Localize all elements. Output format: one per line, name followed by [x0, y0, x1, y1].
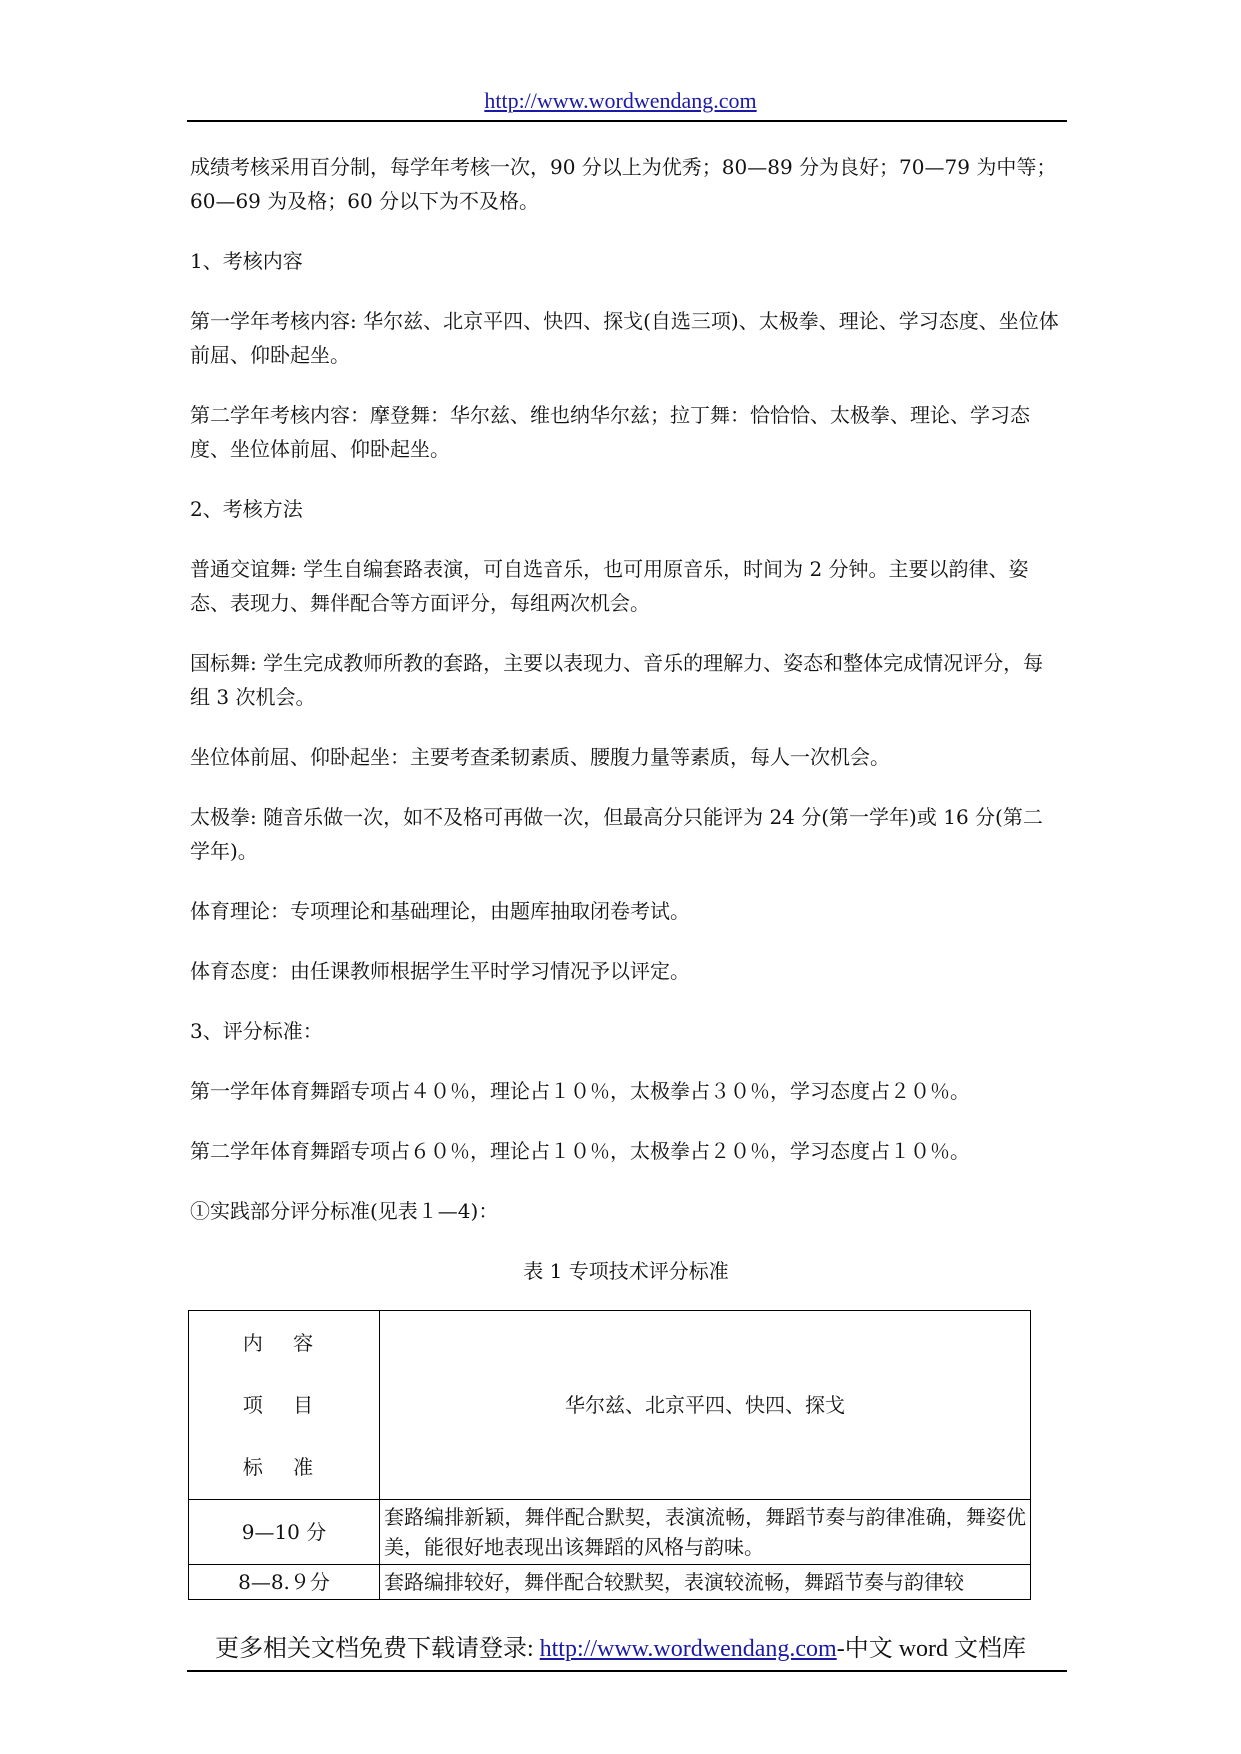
table-row — [189, 1565, 1031, 1600]
paragraph-ballroom-method: 普通交谊舞: 学生自编套路表演，可自选音乐，也可用原音乐，时间为 2 分钟。主要以韵律、姿态、表现力、舞伴配合等方面评分，每组两次机会。 — [190, 557, 1029, 615]
page-footer — [0, 1628, 1241, 1663]
section-heading-method: 2、考核方法 — [190, 497, 303, 521]
section-heading-content: 1、考核内容 — [190, 249, 303, 273]
criteria-cell: 套路编排较好，舞伴配合较默契，表演较流畅，舞蹈节奏与韵律较 — [380, 1565, 1031, 1600]
footer-divider — [187, 1670, 1067, 1672]
paragraph-practice-criteria: ①实践部分评分标准(见表１—4)： — [190, 1199, 499, 1223]
document-body — [190, 150, 1062, 1600]
footer-prefix: 更多相关文档免费下载请登录: — [214, 1636, 540, 1662]
paragraph-year2-weights: 第二学年体育舞蹈专项占６０％，理论占１０％，太极拳占２０％，学习态度占１０％。 — [190, 1139, 970, 1163]
paragraph-standard-dance-method: 国标舞: 学生完成教师所教的套路，主要以表现力、音乐的理解力、姿态和整体完成情况评分，每组 3 次机会。 — [190, 651, 1044, 709]
header-site-link[interactable]: http://www.wordwendang.com — [484, 88, 757, 113]
paragraph-taichi-method: 太极拳: 随音乐做一次，如不及格可再做一次，但最高分只能评为 24 分(第一学年)或 16 分(第二学年)。 — [190, 805, 1043, 863]
paragraph-attitude-method: 体育态度：由任课教师根据学生平时学习情况予以评定。 — [190, 959, 690, 983]
table-row — [189, 1500, 1031, 1565]
footer-site-link[interactable]: http://www.wordwendang.com — [539, 1636, 837, 1662]
paragraph-theory-method: 体育理论：专项理论和基础理论，由题库抽取闭卷考试。 — [190, 899, 690, 923]
table-header-row — [189, 1311, 1031, 1500]
score-range-cell: 9—10 分 — [189, 1500, 380, 1565]
header-divider — [187, 120, 1067, 122]
table-caption: 表 1 专项技术评分标准 — [523, 1259, 729, 1283]
footer-suffix: -中文 word 文档库 — [836, 1636, 1027, 1662]
scoring-table — [188, 1310, 1031, 1600]
paragraph-year1-weights: 第一学年体育舞蹈专项占４０％，理论占１０％，太极拳占３０％，学习态度占２０％。 — [190, 1079, 970, 1103]
criteria-cell: 套路编排新颖，舞伴配合默契，表演流畅，舞蹈节奏与韵律准确，舞姿优美，能很好地表现出该舞蹈的风格与韵味。 — [380, 1500, 1031, 1565]
header-label-standard: 标 准 — [242, 1455, 326, 1479]
page-header — [0, 88, 1241, 114]
header-label-content: 内 容 — [242, 1331, 326, 1355]
header-label-item: 项 目 — [242, 1393, 326, 1417]
table-header-dances: 华尔兹、北京平四、快四、探戈 — [380, 1311, 1031, 1500]
paragraph-year2-content: 第二学年考核内容：摩登舞：华尔兹、维也纳华尔兹；拉丁舞：恰恰恰、太极拳、理论、学习态度、坐位体前屈、仰卧起坐。 — [190, 403, 1030, 461]
paragraph-fitness-method: 坐位体前屈、仰卧起坐：主要考查柔韧素质、腰腹力量等素质，每人一次机会。 — [190, 745, 890, 769]
paragraph-grading-scale: 成绩考核采用百分制，每学年考核一次，90 分以上为优秀；80—89 分为良好；70—79 为中等；60—69 为及格；60 分以下为不及格。 — [190, 155, 1057, 213]
paragraph-year1-content: 第一学年考核内容: 华尔兹、北京平四、快四、探戈(自选三项)、太极拳、理论、学习态度、坐位体前屈、仰卧起坐。 — [190, 309, 1059, 367]
table-header-left — [189, 1311, 380, 1500]
score-range-cell: 8—8.９分 — [189, 1565, 380, 1600]
section-heading-criteria: 3、评分标准： — [190, 1019, 323, 1043]
